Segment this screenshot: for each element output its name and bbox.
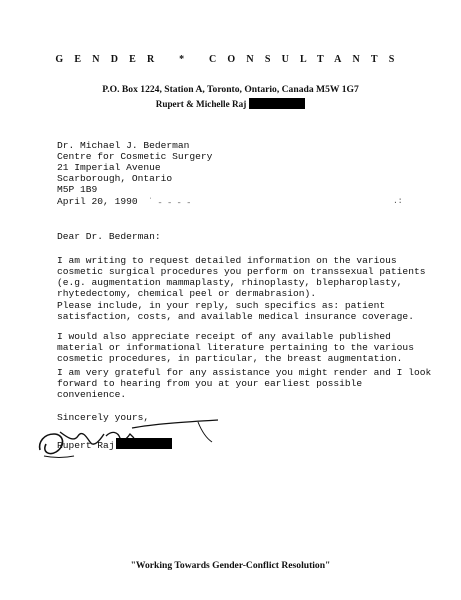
signature-scribble xyxy=(34,412,224,462)
letterhead-address: P.O. Box 1224, Station A, Toronto, Ontario, Canada M5W 1G7 xyxy=(102,84,359,95)
recipient-street: 21 Imperial Avenue xyxy=(57,162,161,173)
paragraph-2-line: satisfaction, costs, and available medical insurance coverage. xyxy=(57,311,414,322)
recipient-city: Scarborough, Ontario xyxy=(57,173,173,184)
letterhead-names-line xyxy=(0,99,461,110)
recipient-name: Dr. Michael J. Bederman xyxy=(57,140,190,151)
closing: Sincerely yours, xyxy=(57,412,150,423)
paragraph-4-line: convenience. xyxy=(57,389,127,400)
signature xyxy=(34,412,224,462)
paragraph-3-line: I would also appreciate receipt of any available published xyxy=(57,331,391,342)
stray-marks: ˙ ˗ ˗ ˗ ˗ xyxy=(148,198,192,207)
recipient-postal: M5P 1B9 xyxy=(57,184,98,195)
paragraph-2-line: Please include, in your reply, such specifics as: patient xyxy=(57,300,386,311)
paragraph-1-line: (e.g. augmentation mammaplasty, rhinoplasty, blepharoplasty, xyxy=(57,277,403,288)
paragraph-4-line: I am very grateful for any assistance you might render and I look xyxy=(57,367,432,378)
paragraph-3-line: cosmetic procedures, in particular, the breast augmentation. xyxy=(57,353,403,364)
signature-redaction-box xyxy=(116,438,172,449)
recipient-organization: Centre for Cosmetic Surgery xyxy=(57,151,213,162)
paragraph-3-line: material or informational literature pertaining to the various xyxy=(57,342,414,353)
footer-motto: "Working Towards Gender-Conflict Resolution" xyxy=(130,560,331,571)
letterhead-names: Rupert & Michelle Raj xyxy=(155,99,247,109)
paragraph-1-line: cosmetic surgical procedures you perform on transsexual patients xyxy=(57,266,426,277)
salutation: Dear Dr. Bederman: xyxy=(57,231,161,242)
stray-mark: .: xyxy=(393,197,403,206)
paragraph-1-line: rhytedectomy, chemical peel or dermabrasion). xyxy=(57,288,317,299)
paragraph-1-line: I am writing to request detailed information on the various xyxy=(57,255,397,266)
redaction-box xyxy=(249,98,305,109)
signer-name: Rupert Raj xyxy=(57,440,115,451)
letterhead-title: GENDER * CONSULTANTS xyxy=(55,54,406,65)
paragraph-4-line: forward to hearing from you at your earliest possible xyxy=(57,378,363,389)
letter-date: April 20, 1990 xyxy=(57,196,138,207)
